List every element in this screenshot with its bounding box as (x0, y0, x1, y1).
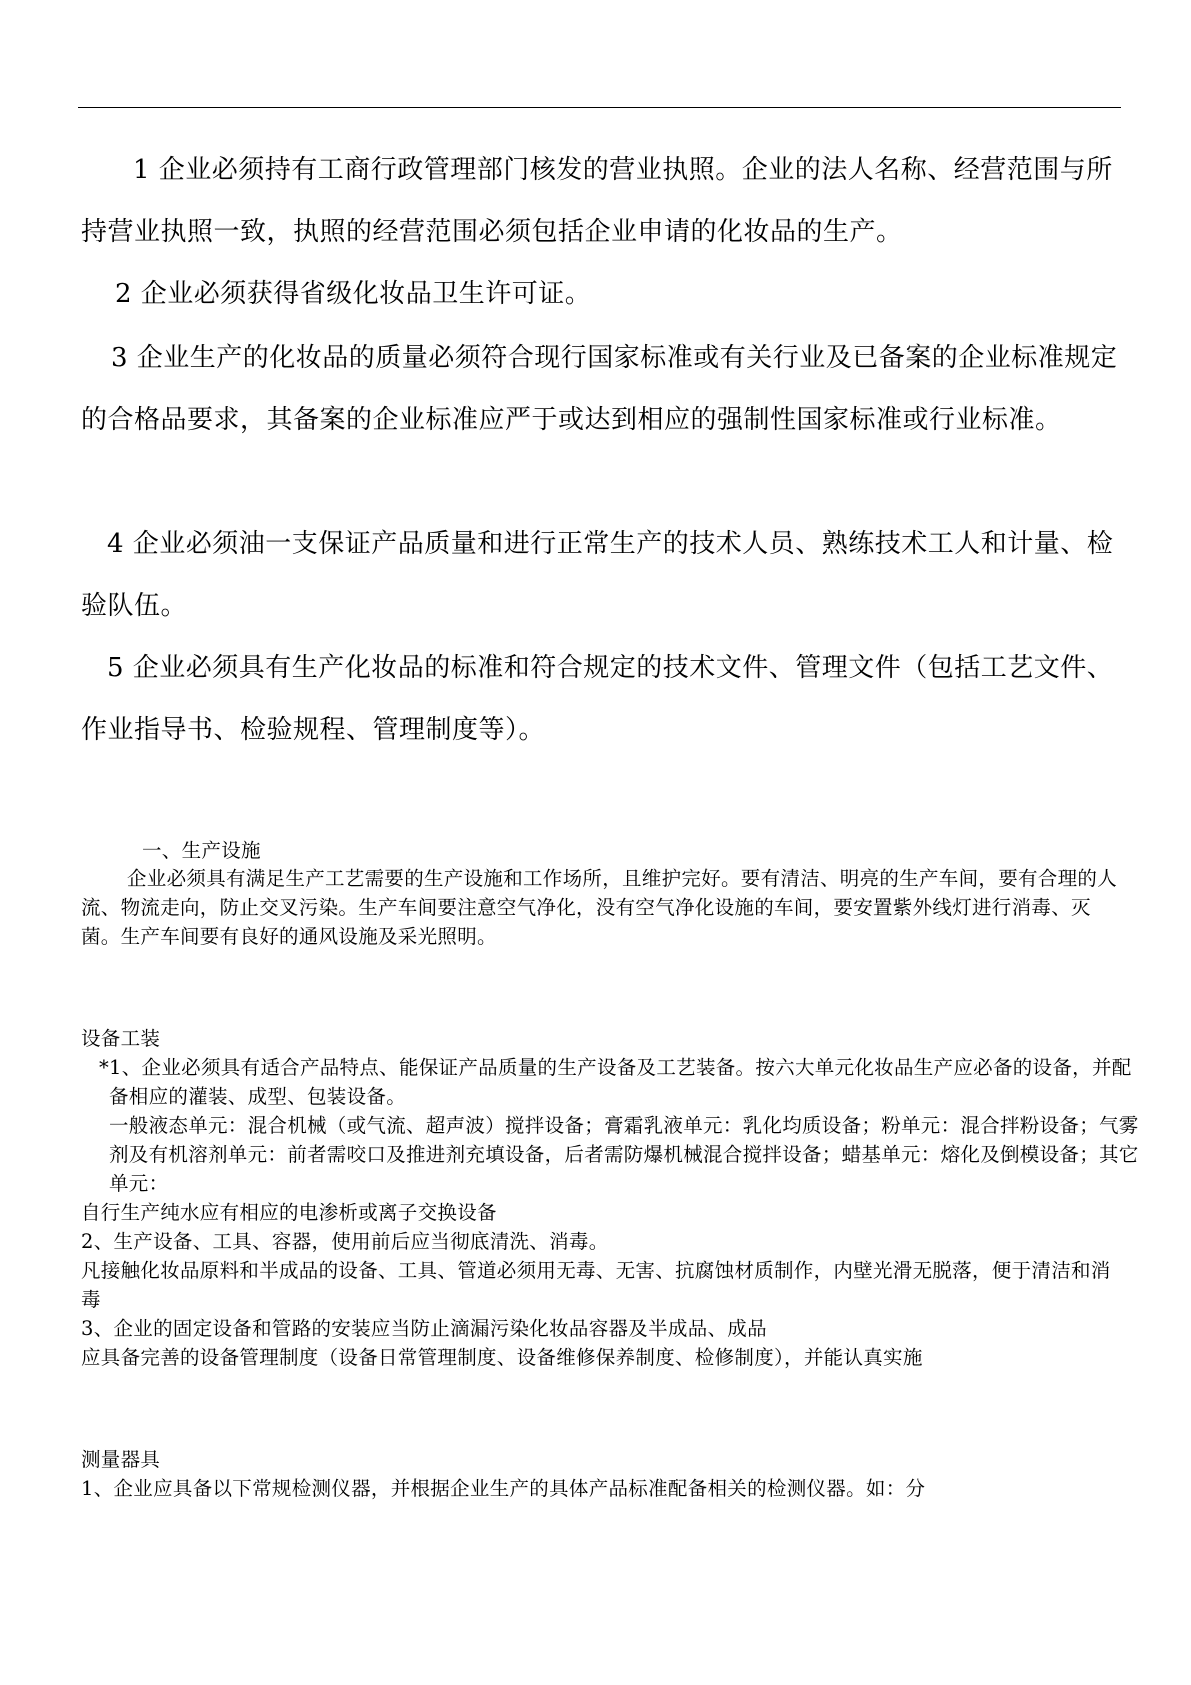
requirement-1: 1 企业必须持有工商行政管理部门核发的营业执照。企业的法人名称、经营范围与所持营业执照一致，执照的经营范围必须包括企业申请的化妆品的生产。 (81, 155, 1113, 247)
equipment-item-1: *1、企业必须具有适合产品特点、能保证产品质量的生产设备及工艺装备。按六大单元化妆品生产应必备的设备，并配备相应的灌装、成型、包装设备。 (99, 1056, 1132, 1108)
requirement-4: 4 企业必须油一支保证产品质量和进行正常生产的技术人员、熟练技术工人和计量、检验队伍。 (81, 529, 1114, 621)
equipment-contact: 凡接触化妆品原料和半成品的设备、工具、管道必须用无毒、无害、抗腐蚀材质制作，内壁光滑无脱落，便于清洁和消毒 (81, 1259, 1111, 1311)
equipment-item-3: 3、企业的固定设备和管路的安装应当防止滴漏污染化妆品容器及半成品、成品 (81, 1317, 767, 1340)
requirement-2: 2 企业必须获得省级化妆品卫生许可证。 (115, 279, 592, 309)
equipment-item-2: 2、生产设备、工具、容器，使用前后应当彻底清洗、消毒。 (81, 1230, 609, 1253)
header-rule (78, 107, 1121, 108)
measuring-item-1: 1、企业应具备以下常规检测仪器，并根据企业生产的具体产品标准配备相关的检测仪器。如：分 (81, 1477, 926, 1500)
facilities-heading: 一、生产设施 (142, 839, 261, 862)
requirement-3: 3 企业生产的化妆品的质量必须符合现行国家标准或有关行业及已备案的企业标准规定的合格品要求，其备案的企业标准应严于或达到相应的强制性国家标准或行业标准。 (81, 343, 1118, 435)
measuring-heading: 测量器具 (81, 1448, 161, 1471)
facilities-body: 企业必须具有满足生产工艺需要的生产设施和工作场所，且维护完好。要有清洁、明亮的生产车间，要有合理的人流、物流走向，防止交叉污染。生产车间要注意空气净化，没有空气净化设施的车间，要安置紫外线灯进行消毒、灭菌。生产车间要有良好的通风设施及采光照明。 (81, 867, 1118, 948)
equipment-water: 自行生产纯水应有相应的电渗析或离子交换设备 (81, 1201, 497, 1224)
equipment-units: 一般液态单元：混合机械（或气流、超声波）搅拌设备；膏霜乳液单元：乳化均质设备；粉单元：混合拌粉设备；气雾剂及有机溶剂单元：前者需咬口及推进剂充填设备，后者需防爆机械混合搅拌设备；蜡基单元：熔化及倒模设备；其它单元： (109, 1114, 1139, 1195)
equipment-management: 应具备完善的设备管理制度（设备日常管理制度、设备维修保养制度、检修制度），并能认真实施 (81, 1346, 923, 1369)
equipment-heading: 设备工装 (81, 1027, 161, 1050)
requirement-5: 5 企业必须具有生产化妆品的标准和符合规定的技术文件、管理文件（包括工艺文件、作业指导书、检验规程、管理制度等）。 (81, 653, 1114, 745)
